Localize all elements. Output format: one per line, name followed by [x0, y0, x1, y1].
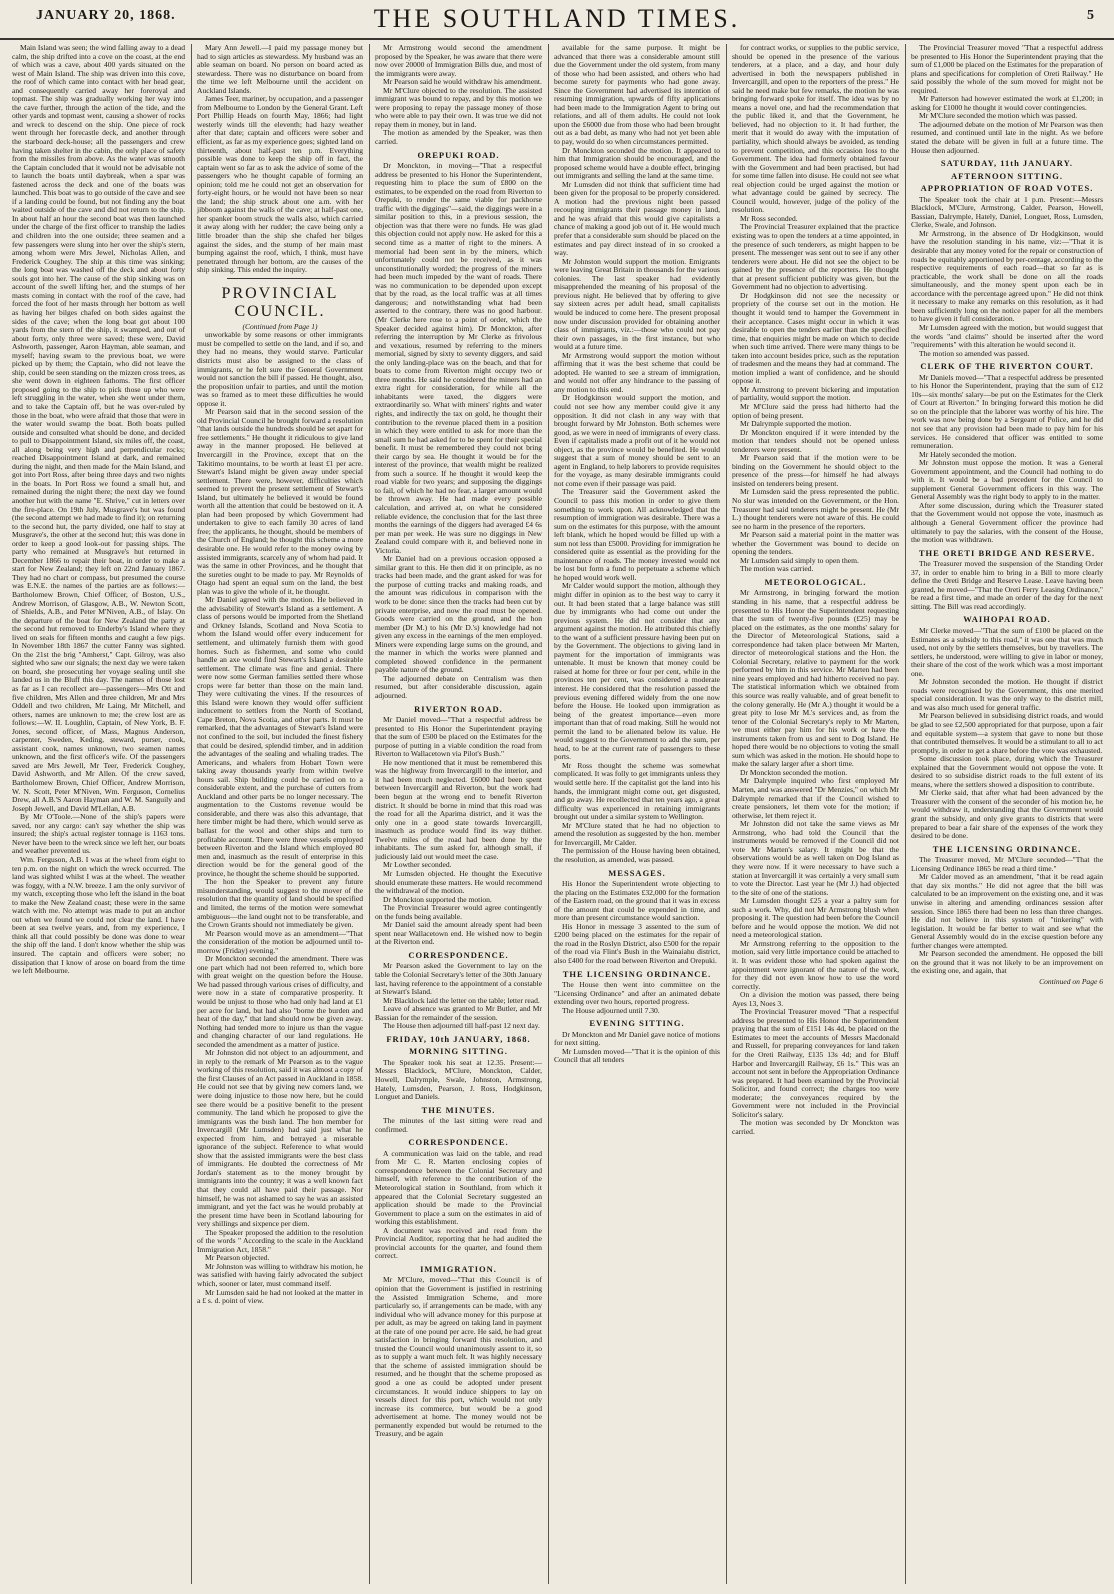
article-paragraph: The motion so amended was passed.: [919, 348, 1030, 358]
article-paragraph: Mr M'Clure, moved—"That this Council is of opinion that the Government is justified in restrining the Assisted Immigration Scheme, and more particularly so, if arrangements can be made, with any individual who will advance money for this purpose at per adult, as may be agreed on taking land in payment at the rate of one pound per acre. He said, he had great satisfaction in bringing forward this resolution, and trusted the Council would unanimously assent to it, so as to supply a want much felt. It was highly necessary that the scheme of assisted immigration should be resumed, and he thought that the scheme proposed as good a one as could be adopted under present circumstances. It would induce shippers to lay on vessels direct for this port, which would not only increase its commerce, but would be a good advertisement at home. The money would not be permanently expended but would be returned to the Treasury, and be again: [375, 1275, 542, 1439]
article-paragraph: The House adjourned until 7.30.: [562, 1005, 660, 1015]
column-rule: [905, 44, 906, 1584]
subsection-heading: RIVERTON ROAD.: [414, 703, 503, 714]
article-paragraph: Mr Johnston was willing to withdraw his motion, he was satisfied with having fairly advocated the subject which, sooner or later, must command itself.: [197, 1261, 363, 1289]
article-paragraph: available for the same purpose. It might be advanced that there was a considerable amount still due the Government under the old system, from many of those who had been assisted, and others who had become surety for payments who had gone away. Since the Government had advertised its intention of resuming immigration, upwards of fifty applications had been made to the Immigration Agent to bring out relations, and all of them adults. He could not look upon the £6000 due from those who had been brought out as a bad debt, as many who had not yet been able to pay, would do so when circumstances permitted.: [554, 44, 720, 147]
section-subheading: (Continued from Page 1): [242, 321, 318, 331]
article-paragraph: Mr Pearson said that in the second session of the old Provincial Council he brought forward a resolution "that lands outside the hundreds should be set apart for free settlements." He thought it ridiculous to give land away in the manner proposed. He believed at Invercargill in the Province, except that on the Takitimo mountains, to be worth at least £1 per acre. Stewart's Island might be given away under special settlement. There were, however, difficulties which seemed to prevent the present settlement of Stewart's Island, but ultimately he believed it would be found worth all the attention that could be bestowed on it. A plan had been proposed by which Government had undertaken to give to each family 30 acres of land free; the applicants, he thought, should be members of the Church of England; he thought this scheme a more desirable one. He would refer to the money owing by assisted immigrants, scarcely any of whom had paid. It was the same in other Provinces, and he thought that the sureties ought to be made to pay. Mr Reynolds of Otago had spent an equal sum on the land, the best plan was to give the whole of it, he thought.: [197, 407, 363, 596]
article-paragraph: His Honor in message 3 assented to the sum of £200 being placed on the estimates for the repair of the road in the Roslyn District, also £500 for the repair of the road via Flint's Bush in the Wainaiahu district, also £400 for the road between Riverton and Orepuki.: [554, 921, 720, 965]
article-paragraph: Mr Daniel had on a previous occasion opposed a similar grant to this. He then did it on principle, as no tracks had been made, and the grant asked for was for the purpose of cutting tracks and making roads, and the amount was ridiculous in comparison with the work to be done: since then the tracks had been cut by private enterprise, and now the road must be opened. Goods were carried on the ground, and the hon member (Dr M.) to his (Mr D.'s) knowledge had not given any excess in the earnings of the men employed. Miners were expending large sums on the ground, and the manner in which the works were planned and completed showed confidence in the permanent payable nature of the ground.: [375, 554, 542, 675]
section-divider: [227, 278, 333, 279]
subsection-heading: SATURDAY, 11th JANUARY.: [940, 158, 1074, 169]
newspaper-title: THE SOUTHLAND TIMES.: [373, 4, 741, 33]
article-paragraph: Mr Armstrong, in the absence of Dr Hodgkinson, would have the resolution standing in his name, viz:—"That it is desirable that any money voted for the repair or construction of roads be equitably apportioned by per-centage, according to the respective requirements of each road—that so far as is practicable, the work shall be done on all the roads simultaneously, and the money spent upon each be in accordance with the percentage agreed upon." He did not think it necessary to make any remarks on this resolution, as it had been sufficiently long on the notice paper for all the members to have given it full consideration.: [911, 228, 1103, 324]
article-paragraph: Mr Blacklock laid the letter on the table; letter read.: [383, 995, 540, 1005]
article-paragraph: Mr Ross thought the scheme was somewhat complicated. It was folly to get immigrants unless they would settle here. If the capitalist got the land into his hands, the immigrant might come out, get disgusted, and go away. He recollected that ten years ago, a great difficulty was experienced in retaining immigrants brought out under a similar system to Wellington.: [554, 760, 720, 822]
section-heading: PROVINCIAL COUNCIL.: [221, 284, 339, 320]
masthead: [0, 0, 1114, 40]
article-paragraph: His Honor the Superintendent wrote objecting to the placing on the Estimates £32,000 for the formation of the Eastern road, on the ground that it was in excess of the amount that could be expended in time, and more than present circumstance would sanction.: [554, 879, 720, 923]
subsection-heading: THE LICENSING ORDINANCE.: [932, 843, 1082, 854]
column-rule: [369, 44, 370, 1584]
column-2: [197, 44, 363, 1584]
article-paragraph: Dr Monckton enquired if it were intended by the motion that tenders should not be opened unless tenderers were present.: [732, 427, 899, 454]
article-paragraph: Mr Pearson objected.: [205, 1253, 270, 1263]
article-paragraph: Dr Hodgkinson did not see the necessity or propriety of the course set out in the motion. He thought it would tend to hamper the Government in their acceptance. Cases might occur in which it was desirable to open the tenders earlier than the specified time, that enquiries might be made on which to decide when such time arrived. There were many things to be taken into account besides price, such as the reputation of tradesmen and the means they had at command. The motion implied a want of confidence, and he should oppose it.: [732, 290, 899, 386]
article-paragraph: Mr Lumsden agreed with the motion, but would suggest that the words "and claims" should be inserted after the word "requirements" with this alteration he would second it.: [911, 322, 1103, 350]
article-paragraph: Mr Pearson said a material point in the matter was whether the Government was bound to decide on opening the tenders.: [732, 530, 899, 557]
article-paragraph: Mr Pearson asked the Government to lay on the table the Colonial Secretary's letter of the 30th January last, having reference to the appointment of a constable at Stewart's Island.: [375, 961, 542, 997]
article-paragraph: Mr Lumsden thought £25 a year a paltry sum for such a work. Why, did not Mr Armstrong blush when proposing it. The question had been before the Council before and he would oppose the motion. We did not need a meteorological station.: [732, 896, 899, 940]
article-paragraph: Mr M'Clure objected to the resolution. The assisted immigrant was bound to repay, and by this motion we were proposing to repay the passage money of those who were able to pay their own. It was true we did not repay them in money, but in land.: [375, 85, 542, 129]
column-5: [732, 44, 899, 1584]
article-paragraph: Mr Lumsden objected. He thought the Executive should enumerate these matters. He would recommend the withdrawal of the motion.: [375, 868, 542, 896]
article-paragraph: Mr Lumsden said the press represented the public. No slur was intended on the Government, or the Hon. Treasurer had said tenderers might be present. He (Mr L.) thought tenderers were not aware of this. He could see no harm in the presence of the reporters.: [732, 487, 899, 531]
article-paragraph: Leave of absence was granted to Mr Butler, and Mr Bassian for the remainder of the session.: [375, 1004, 542, 1022]
subsection-heading: IMMIGRATION.: [420, 1263, 497, 1274]
subsection-heading: CORRESPONDENCE.: [408, 949, 509, 960]
article-paragraph: Dr Hodgkinson would support the motion, and could not see how any member could give it any opposition. It did not clash in any way with that brought forward by Mr Johnston. Both schemes were good, as we were in need of immigrants of every class. Even if capitalists made a profit out of it he would not object, as the province would be benefited. He would suggest that a sum of money should be sent to an agent in England, to help laborers to provide requisites for the voyage, as many desirable immigrants could not come even if their passage was paid.: [554, 393, 720, 488]
subsection-heading: OREPUKI ROAD.: [417, 149, 500, 160]
article-paragraph: Mr Armstrong to prevent bickering and imputation of partiality, would support the motion.: [732, 384, 899, 403]
article-paragraph: The Treasurer moved the suspension of the Standing Order 37, in order to enable him to bring in a Bill to more clearly define the Oreti Bridge and Reserve Lease. Leave having been granted, he moved—"That the Oreti Ferry Leasing Ordinance," be read a first time, and made an order of the day for the next sitting. The Bill was read accordingly.: [911, 559, 1103, 611]
article-paragraph: Mr Pearson believed in subsidising district roads, and would be glad to see £2,500 appropriated for that purpose, upon a fair and equitable system—a system that gave to none but those that contributed themselves. It would be a stimulant to all to act promptly, in order to get a share before the vote was exhausted.: [911, 711, 1103, 755]
article-paragraph: Mr M'Clure seconded the motion which was passed.: [919, 111, 1078, 121]
article-paragraph: Mr Johnston must oppose the motion. It was a General Government appointment, and the Council had nothing to do with it. It would be a bad precedent for the Council to supplement General Government officers in this way. The General Assembly was the right body to apply to in the matter.: [911, 458, 1103, 502]
article-paragraph: for contract works, or supplies to the public service, should be opened in the presence of the various tenderers, at a place, and a day, and hour duly advertised in both the newspapers published in Invercargill, and open to the reporters of the press." He said he need make but few remarks, the motion he was bringing forward spoke for itself. The idea was by no means a novel one, and had the recommendation that the public liked it, and that the Government, he believed, had no objection to it. It had further, the merit that it would do away with the imputation of partiality, which should always be avoided, as tending to prevent competition, and this occasion loss to the Government. The idea had formerly obtained favour with the Government and had been practised, but had for some time fallen into disuse. He could not see what real objection could be urged against the motion or what advantage could be gained by secrecy. The Council would, however, judge of the policy of the resolution.: [732, 44, 899, 215]
article-paragraph: The motion was carried.: [740, 564, 814, 574]
article-paragraph: Mr Calder would support the motion, although they might differ in opinion as to the best way to carry it out. It had been stated that a large balance was still due by immigrants who had come out under the previous system. He did not consider that any argument against the motion. He attributed this chiefly to the want of a sufficient pressure having been put on by the Government. The objections to giving land in payment for the importation of immigrants was untenable. It must be known that money could be raised at home for three or four per cent, while in the provinces ten per cent, was considered a moderate interest. He considered that the resolution passed the previous evening differed widely from the one now before the House. He looked upon immigration as being of the greatest importance—even more important than that of road making. Still he would not permit the land to be alienated below its value. He would suggest to the Government to add the sum, per head, to be at the current rate of passengers to these ports.: [554, 581, 720, 762]
subsection-heading: CLERK OF THE RIVERTON COURT.: [920, 361, 1094, 372]
page-number: 5: [1087, 8, 1094, 23]
subsection-heading: THE MINUTES.: [421, 1104, 496, 1115]
article-paragraph: Mr Johnston did not take the same views as Mr Armstrong, who had told the Council that the instruments would be removed if the Council did not vote Mr Marten's salary. It might be that the observations would be as well taken on Dog Island as they were now. If it were necessary to have such a station at Invercargill it was certainly a very small sum to vote the Director. Last year he (Mr J.) had objected to the site of one of the stations.: [732, 819, 899, 897]
article-paragraph: Mr Dalrymple inquired who first employed Mr Marten, and was answered "Dr Menzies," on which Mr Dalrymple remarked that if the Council wished to create pensioners, let them vote for the motion; if otherwise, let them reject it.: [732, 776, 899, 820]
article-paragraph: Wm. Ferguson, A.B. I was at the wheel from eight to ten p.m. on the night on which the wreck occurred. The land was sighted whilst I was at the wheel. The weather was foggy, with a N.W. breeze. I am the only survivor of my watch, excepting those who left the island in the boat to make the New Zealand coast; these were in the same watch with me. No attempt was made to put an anchor out when we found we could not clear the land. I have been at sea twelve years, and, from my experience, I think all that could possibly be done was done to wear the ship off the land. I don't know whether the ship was insured. The captain and officers were sober; no dissipation that I know of arose on board from the time we left Melbourne.: [12, 854, 185, 976]
article-paragraph: Mr Armstrong would second the amendment proposed by the Speaker, he was aware that there were now over 20000 of Immigration Bills due, and most of the immigrants were away.: [375, 44, 542, 78]
article-paragraph: Dr Monckton seconded the motion. It appeared to him that Immigration should be encouraged, and the proposed scheme would have a double effect, bringing out immigrants and selling the land at the same time.: [554, 145, 720, 181]
article-paragraph: The Provincial Treasurer would agree contingently on the funds being available.: [375, 903, 542, 921]
subsection-heading: MORNING SITTING.: [409, 1046, 508, 1057]
article-paragraph: By Mr O'Toole.—None of the ship's papers were saved, nor any cargo: can't say whether the ship was insured; the ship's actual register tonnage is 1163 tons. Never have been to the wreck since we left her, our boats and weather prevented us.: [12, 812, 185, 856]
subsection-heading: APPROPRIATION OF ROAD VOTES.: [920, 183, 1094, 194]
article-paragraph: unworkable by some reasons or other immigrants must be compelled to settle on the land, and if so, and they had no means, they would starve. Particular districts must also be assigned to the class of immigrants, or he felt sure the General Government would not sanction the bill if passed. He thought, also, the proposition unfair to parties, and until the motion was so framed as to meet these difficulties he would oppose it.: [197, 330, 363, 408]
article-paragraph: Mr Dalrymple supported the motion.: [740, 419, 852, 429]
column-3: [375, 44, 542, 1584]
article-paragraph: The House then went into committee on the "Licensing Ordinance" and after an animated debate extending over two hours, reported progress.: [554, 980, 720, 1007]
article-paragraph: Mr Hately seconded the motion.: [919, 449, 1017, 459]
article-paragraph: Some discussion took place, during which the Treasurer explained that the Government would not oppose the vote. It desired to so subsidise district roads to the full extent of its means, where the settlers showed a disposition to contribute.: [911, 754, 1103, 789]
article-paragraph: The hon the Speaker to prevent any future misunderstanding, would suggest to the mover of the resolution that the quantity of land should be specified and limited, the terms of the motion were somewhat ambiguous—the land ought not to be transferable, and the Crown Grants should not immediately be given.: [197, 877, 363, 930]
article-paragraph: The motion was seconded by Dr Monckton was carried.: [732, 1118, 899, 1136]
article-paragraph: Dr Monckton supported the motion.: [383, 894, 492, 904]
article-paragraph: Mr Daniel agreed with the motion. He believed in the advisability of Stewart's Island as a settlement. A class of persons would be imported from the Shetland and Orkney Islands, Scotland and Nova Scotia to whom the Island would offer every inducement for settlement, and ultimately furnish them with good homes. Such as fishermen, and some who could handle an axe would find Stewart's Island a desirable settlement. The climate was fine and genial. There were now some German families settled there whose crops were far better than those on the main land. They were cultivating the vines. If the resources of this Island were known they would offer sufficient inducement to settlers from the North of Scotland, Cape Breton, Nova Scotia, and other parts. It must be remarked, that the advantages of Stewart's Island were not confined to the soil, but included the finest fishery that could be desired, splendid timber, and in addition the advantages of the sealing and whaling trades. The Americans, and whalers from Hobart Town were taking away thousands yearly from within twelve hours sail. Ship building could be carried on to a considerable extent, and the purchase of cutters from Auckland and other parts be no longer necessary. The augmentation to the Customs revenue would be considerable, and there was also this advantage, that here timber might be had there, which would serve as ballast for the wool and other ships and turn to profitable account. There were three vessels employed between Riverton and the Island which employed 80 men and, inasmuch as the result of enterprise in this direction would be for the general good of the province, he thought the scheme should be supported.: [197, 595, 363, 878]
column-rule: [548, 44, 549, 1584]
subsection-heading: CORRESPONDENCE.: [408, 1137, 509, 1148]
article-paragraph: Mr Daniels moved—"That a respectful address be presented to his Honor the Superintendent, praying that the sum of £12 10s—six months' salary—be put on the Estimates for the Clerk of Court at Riverton." In bringing forward this motion he did so on the principle that the laborer was worthy of his hire. The work was now being done by a Sergeant of Police, and he did not see that any provision had been made to pay him for his services. He considered that officer was entitled to some remuneration.: [911, 372, 1103, 451]
article-paragraph: Mr Daniel said the amount already spent had been spent near Wallacetown end. He wished now to begin at the Riverton end.: [375, 920, 542, 947]
continued-notice: Continued on Page 6: [1039, 976, 1103, 986]
column-6: [911, 44, 1103, 1584]
article-paragraph: Mr Calder moved as an amendment, "that it be read again that day six months." He did not agree that the bill was calculated to be an improvement on the existing one, and it was unwise in altering and amending ordinances session after session. Since 1865 there had been no less than three changes. He did not believe in this system of "tinkering" with legislation. It would be far better to wait and see what the General Assembly would do in the excise question before any further changes were attempted.: [911, 872, 1103, 950]
article-paragraph: Mary Ann Jewell.—I paid my passage money but had to sign articles as stewardess. My husband was an able seaman on board. No person on board acted as stewardess. There was no disturbance on board from the time we left Melbourne until the accident on Auckland Islands.: [197, 44, 363, 95]
article-paragraph: After some discussion, during which the Treasurer stated that the Government would not oppose the vote, inasmuch as although a General Government officer the province had ultimately to pay the salaries, with the consent of the House, the motion was withdrawn.: [911, 500, 1103, 545]
article-paragraph: The Treasurer said the Government asked the Council to pass this motion in order to give them something to work upon. All acknowledged that the resumption of immigration was desirable. There was a sum on the estimates for this purpose, with the amount left blank, which he hoped would be filled up with a sum not less than £5000. Providing for immigration he considered quite as essential as the providing for the maintenance of roads. The money invested would not be lost but form a fund to perpetuate a scheme which he hoped would work well.: [554, 487, 720, 582]
subsection-heading: WAIHOPAI ROAD.: [963, 614, 1051, 625]
article-paragraph: A document was received and read from the Provincial Auditor, reporting that he had audited the provincial accounts for the quarter, and found them correct.: [375, 1225, 542, 1261]
article-paragraph: James Teer, mariner, by occupation, and a passenger from Melbourne to London by the General Grant. Left Port Phillip Heads on fourth May, 1866; had light westerly winds till the eleventh; had hazy weather after that date; captain and officers were sober and efficient, as far as my experience goes; sighted land on thirteenth, about half-past ten p.m. Everything possible was done to keep the ship off in fact, the captain went so far as to ask the advice of some of the passengers who he thought capable of forming an opinion; told me he could not get an observation for forty-eight hours, or he would not have been so near the land; the ship struck about one a.m. with her jibboom against the walls of the cave; at half-past one, her spanker boom struck the walls also, which carried it away along with her rudder; the cave being only a little broader than the ship she chafed her bilges against the sides, and the stump of her main mast bumping against the roof, which, I think, must have penetrated through her bottom, are the causes of the ship sinking. This ended the inquiry.: [197, 94, 363, 275]
column-rule: [191, 44, 192, 1584]
article-paragraph: The adjourned debate on Centralism was then resumed, but after considerable discussion, again adjourned.: [375, 673, 542, 701]
article-paragraph: Mr Patterson had however estimated the work at £1,200; in asking for £1000 he thought it would cover contingencies.: [911, 94, 1103, 112]
article-paragraph: Mr Lowther seconded.: [383, 860, 452, 870]
article-paragraph: The Speaker took his seat at 12.35. Present:—Messrs Blacklock, M'Clure, Monckton, Calder, Howell, Dalrymple, Swale, Johnston, Armstrong, Hately, Lumsden, Pearson, J. Ross, Hodgkinson, Longuet and Daniels.: [375, 1057, 542, 1102]
article-paragraph: Main Island was seen; the wind falling away to a dead calm, the ship drifted into a cove on the coast, at the end of which was a cave, about 400 yards situated on the west of Main Island. The ship was driven into this cove, the roof of which came into contact with her head gear, and consequently carried away her foreroyal and topmast. The ship was gradually working her way into the cave further, through the action of the tide, and the other yards and topmast went, causing a shower of rocks and wreck to descend on the ship. One piece of rock went through her forecastle deck, and another through the starboard deck-house; all the passengers and crew having taken shelter in the cabin, the only place of safety from the missiles from above. As the water was smooth the Captain concluded that it would not be advisable not to launch the boats until daybreak, when a spar was fastened across the deck and one of the boats was launched. This boat was to go outside of the cave and see if a landing could be found, but not finding any the boat waited outside of the cave and did not return to the ship. In about half an hour the second boat was then launched under the charge of the first officer to tranship the ladies and children into the one outside; three seamen and a few passengers were slung into her over the ship's stern, among whom were Mrs Jewel, Nicholas Allen, and Frederick Coughey. The ship at this time was sinking; the long boat was washed off the deck and about forty souls got into her. The cause of the ship sinking was on account of the swell lifting her, and the stumps of her masts coming in contact with the roof of the cave, had forced the foot of her masts through her bottom as well as having her bilges chafed on both sides against the sides of the cave; when the long boat got about 100 yards from the stern of the ship, it swamped, and out of about forty, only three were saved; these were, David Ashworth, passenger, Aaron Hayman, able seaman, and myself; having swam to the previous boat, we were picked up by them; the Captain, who did not leave the ship, could be seen standing on the mizzen cross trees, as she went down in eighteen fathoms. The first officer proposed going to the ship to pick those up who were left struggling in the water, when she went under them, and to take the Captain off, but he was over-ruled by those in the boat, who were afraid that those that were in the water would swamp the boat. Both boats pulled outside and consulted what should be done, and decided to pull to Disappointment Island, six miles off, the coast, all along being very high and perpendicular rocks; reached Disappointment Island at dark, and remained during the night, and then made for the Main Island, and got into Port Ross, after being three days and two nights in the boats. In Port Ross we found a small hut, and remained during the night there; the next day we found another hut with the name "E. Shrive," cut in letters over the fire-place. On 19th July, Musgrave's hut was found (the second attempt we had made to find it); on returning to the second hut, the party divided, one half to stay at Musgrave's, the other at the second hut; this was done in order to keep a good look-out for passing ships. The party who remained at Musgrave's hut returned in December 1866 to repair their boat, in order to make a start for New Zealand; they left on 22nd January 1867. They had no chart or compass, but presumed the course was E.N.E. the names of the parties are as follows:—Bartholomew Brown, Chief Officer, of Boston, U.S., Andrew Morrison, of Glasgow, A.B., W. Newton Scott, of Shields, A.B., and Peter M'Niven, A.B., of Islay. On the departure of the boat for New Zealand the party at the second hut removed to Enderby's Island where they lived on seals for fifteen months and caught a few pigs. In November 18th 1867 the cutter Fanny was sighted. On the 21st the brig "Amherst," Capt. Gilroy, was also sighted who saw our signals; the next day we were taken on board, she prosecuting her voyage sealing until she landed us in the Bluff this day. The names of those lost as far as I can recollect are—passengers—Mrs Ott and five children, Mrs Allen and three children, Mr and Mrs Oddell and two children, Mr Laing, Mr Mitchell, and others, names are unknown to me; the crew lost are as follows:—W. II. Loughlin, Captain, of New York, B. F. Jones, second officer, of Mass, Magnus Anderson, carpenter, Sweden, Keding, steward, purser, cook, assistant cook, names unknown, two seamen names unknown, and the first officer's wife. Of the passengers saved are Mrs Jewell, Mr Teer, Frederick Coughey, David Ashworth, and Mr Allen. Of the crew saved, Bartholomew Brown, Chief Officer, Andrew Morrison, W. N. Scott, Peter M'Niven, Wm. Ferguson, Cornelius Drew, all A.B.'S Aaron Hayman and W. M. Sanguily and Joseph Jewell, and David M'Lellan, A.B.: [12, 44, 185, 813]
article-paragraph: Mr Lumsden moved—"That it is the opinion of this Council that all tenders: [554, 1046, 720, 1065]
article-paragraph: A communication was laid on the table, and read from Mr C. R. Marten enclosing copies of correspondence between the Colonial Secretary and himself, with reference to the contribution of the Meteorological station in Southland, from which it appeared that the Colonial Secretary suggested an application should be made to the Provincial Government to place a sum on the estimates in aid of working this establishment.: [375, 1148, 542, 1227]
column-1: [12, 44, 185, 1584]
subsection-heading: FRIDAY, 10th JANUARY, 1868.: [386, 1033, 531, 1044]
article-paragraph: The motion as amended by the Speaker, was then carried.: [375, 128, 542, 147]
subsection-heading: MESSAGES.: [608, 867, 666, 878]
column-rule: [726, 44, 727, 1584]
article-paragraph: Dr Monckton seconded the motion.: [740, 767, 848, 777]
article-paragraph: Mr Johnston seconded the motion. He thought if district roads were recognised by the Government, this one merited special consideration. It was the only way to the district mill, and was also much used for general traffic.: [911, 677, 1103, 712]
article-paragraph: The House then adjourned till half-past 12 next day.: [383, 1021, 540, 1031]
article-paragraph: The minutes of the last sitting were read and confirmed.: [375, 1116, 542, 1134]
article-paragraph: The Speaker took the chair at 1 p.m. Present:—Messrs Blacklock, M'Clure, Armstrong, Calder, Pearson, Howell, Bassian, Dalrymple, Hately, Daniel, Longuet, Ross, Lumsden, Clerke, Swale, and Johnson.: [911, 194, 1103, 230]
article-paragraph: Mr Pearson said that if the motion were to be binding on the Government he should object to the presence of the press—for himself he had always insisted on tenderers being present.: [732, 453, 899, 488]
article-paragraph: The Treasurer moved, Mr M'Clure seconded—"That the Licensing Ordinance 1865 be read a third time.": [911, 855, 1103, 873]
article-paragraph: Mr Johnston did not object to an adjournment, and in reply to the remark of Mr Pearson as to the vague working of this resolution, said it was almost a copy of the first Clauses of an Act passed in Auckland in 1858. He could not see that by giving new comers land, we were doing injustice to those now here, but he could see there would be a positive benefit to the present community. The land which he proposed to give the immigrants was the bush land. The hon member for Invercargill (Mr Lumsden) had said just what he expected from him, and betrayed a miserable ignorance of the subject. Reference to what would show that the assisted immigrants were the best class of immigrants. He doubted the correctness of Mr Jordan's statement as to the money brought by immigrants into the country; it was a well known fact that they could all have paid their passage. Nor himself, he was not ashamed to say he was an assisted immigrant, and yet the fact was he would probably at the present time have been in Scotland labouring for very shillings and sixpence per diem.: [197, 1048, 363, 1229]
article-paragraph: The Provincial Treasurer explained that the practice existing was to open the tenders at a time appointed, in the presence of such tenderers, as might happen to be present. The messenger was sent out to see if any other tenderers were about. He did not see the object to be gained by the presence of the reporters. He thought that at present sufficient publicity was given, but the Government had no objection to advertising.: [732, 222, 899, 292]
article-paragraph: Mr Lumsden said simply to open them.: [740, 555, 859, 565]
article-paragraph: Mr Clerke said, that after what had been advanced by the Treasurer with the consent of the seconder of his motion he, he would withdraw it, understanding that the Government would grant the subsidy, and only give grants to districts that were prepared to bear a fair share of the expenses of the work they desired to be done.: [911, 788, 1103, 841]
article-paragraph: Dr Monckton, in moving—"That a respectful address be presented to his Honor the Superintendent, requesting him to place the sum of £800 on the estimates, to be expended on the road from Riverton to Orepuki, to render the same viable for packhorse traffic with the diggings"—said, the diggings were in a similar position to this, in a previous session, the objection was that there were no funds. He was glad this objection could not apply now. He asked for this a second time as a matter of right to the miners. A memorial had been sent in by the miners, which unfortunately could not be received, as it was unconstitutionally worded; the progress of the miners had been much impeded by the want of roads. There was no communication to be depended upon except that by the road, as the local traffic was at all times dangerous; and notwithstanding what had been asserted to the contrary, there was no good harbour. (Mr Clerke here rose to a point of order, which the Speaker decided against him). Dr Monckton, after referring the interruption by Mr Clerke as frivolous and vexatious, resumed by referring to the miners memorial, signed by sixty to seventy diggers, and said the only landing-place was on the beach, and that for boats to come from Riverton might occupy two or three months. He said he considered the miners had an extra right for consideration, for while all the inhabitants were taxed, the diggers were extraordinarily so. What with miners' rights and water rights, and indirectly the tax on gold, he thought their contribution to the revenue placed them in a position in which they were entitled to ask for more than the small sum he had asked for to be spent for their special benefit. It must be remembered they could not bring their cargo by sea. He thought it would be for the interest of the province, that wealth might be realized from such a source. If he thought it would keep the road viable for two years; and supposing the diggings to fail, of which he had no fear, a larger amount would be thrown away. He had made every possible calculation, and arrived at, on what he considered reliable evidence, the conclusion that for the last three months the earnings of the diggers had averaged £4 6s per man per week. He was sure no diggings in New Zealand could compare with it, and believed none in Victoria.: [375, 161, 542, 555]
article-paragraph: The adjourned debate on the motion of Mr Pearson was then resumed, and continued until late in the night. As we before stated the debate will be given in full at a future time. The House then adjourned.: [911, 119, 1103, 155]
subsection-heading: EVENING SITTING.: [589, 1018, 685, 1029]
subsection-heading: THE ORETI BRIDGE AND RESERVE.: [918, 547, 1096, 558]
article-paragraph: Mr M'Clure stated that he had no objection to amend the resolution as suggested by the hon. member for Invercargill, Mr Calder.: [554, 820, 720, 847]
subsection-heading: THE LICENSING ORDINANCE.: [562, 968, 712, 979]
article-paragraph: Dr Monckton seconded the amendment. There was one part which had not been referred to, which bore with great weight on the question before the House. We had passed through various crises of difficulty, and were now in a state of comparative prosperity. It would be unjust to those who had only had land at £1 per acre for land, but had also "borne the burden and heat of the day," that land should now be given away. Nothing had tended more to injure us than the vague and changing character of our land regulations. He seconded the amendment as a matter of justice.: [197, 954, 363, 1049]
article-paragraph: Mr Pearson seconded the amendment. He opposed the bill on the ground that it was not likely to be an improvement on the existing one, and again, that: [911, 949, 1103, 976]
article-paragraph: Mr Daniel moved—"That a respectful address be presented to His Honor the Superintendent praying that the sum of £500 be placed on the Estimates for the purpose of putting in a viable condition the road from Riverton to Wallacetown via Pilot's Bush.": [375, 715, 542, 759]
subsection-heading: AFTERNOON SITTING.: [951, 170, 1063, 181]
article-paragraph: He now mentioned that it must be remembered this was the highway from Invercargill to the interior, and it had been much neglected. £6000 had been spent between Invercargill and Riverton, but the work had been begun at the wrong end to benefit Riverton district. It should be borne in mind that this road was the road for all the Aparima district, and it was the only one in a good state towards Invercargill, inasmuch as produce would find its way thither. Twelve miles of the road had been done by the inhabitants. The sum asked for, although small, if judiciously laid out would meet the case.: [375, 757, 542, 861]
subsection-heading: METEOROLOGICAL.: [764, 576, 867, 587]
article-paragraph: Mr Pearson said he would withdraw his amendment.: [383, 77, 542, 87]
article-paragraph: Mr Armstrong, in bringing forward the motion standing in his name, that a respectful address be presented to His Honor the Superintendent requesting that the sum of twenty-five pounds (£25) may be placed on the estimates, as the one months' salary for the Director of Meteorological Stations, said a correspondence had taken place between Mr Marten, director of meteorological stations and the Hon. the Colonial Secretary, relative to payment for the work performed by him in this service. Mr Marten had been nine years employed and had hitherto received no pay. The statistical information which we obtained from this source was really valuable, and of great benefit to the colony generally. He (Mr A.) thought it would be a great pity to lose Mr M.'s services and, as from the tenor of the Colonial Secretary's reply to Mr Marten, we must either pay him for his work or have the instruments taken from us and sent to Dog Island. He hoped there would be no objections to voting the small sum which was asked in the motion. He should hope to make the salary larger after a short time.: [732, 588, 899, 769]
article-paragraph: Mr Johnston would support the motion. Emigrants were leaving Great Britain in thousands for the various colonies. The last speaker had evidently misapprehended the meaning of his proposal of the previous night. He believed that by offering to give say sixteen acres per adult head, small capitalists would be induced to come here. The present proposal now under discussion provided for obtaining another class of immigrants, viz.:—those who could not pay their own passages, in the first instance, but who would at a future time.: [554, 256, 720, 352]
article-paragraph: The Provincial Treasurer moved "That a respectful address be presented to His Honor the Superintendent praying that the sum of £151 14s 4d, be placed on the Estimates to meet the accounts of Messrs Macdonald and Russell, for preparing conveyances for land taken for the Oreti Railway, £135 13s 4d; and for Bluff Harbor and Invercargill Railway, £6 1s." This was an account not sent in before the Appropriation Ordinance was prepared. It had been examined by the Provincial Solicitor, and found correct; the charges too were moderate; the conveyances required by the Government were not included in the Provincial Solicitor's salary.: [732, 1007, 899, 1119]
article-paragraph: On a division the motion was passed, there being Ayes 13, Noes 3.: [732, 990, 899, 1008]
article-paragraph: Mr Armstrong would support the motion without affirming that it was the best scheme that could be adopted. He wanted to see a stream of immigration, and would not offer any hindrance to the passing of any motion to this end.: [554, 350, 720, 394]
article-paragraph: Mr Lumsden said he had not looked at the matter in a £ s. d. point of view.: [197, 1287, 363, 1306]
issue-date: JANUARY 20, 1868.: [36, 8, 176, 23]
article-paragraph: The Provincial Treasurer moved "That a respectful address be presented to His Honor the Superintendent praying that the sum of £1,000 be placed on the Estimates for the preparation of plans and specifications for completion of Oreti Railway." He said possibly the whole of the sum moved for might not be required.: [911, 44, 1103, 95]
article-paragraph: The Speaker proposed the addition to the resolution of the words " According to the scale in the Auckland Immigration Act, 1858.": [197, 1227, 363, 1254]
article-paragraph: The permission of the House having been obtained, the resolution, as amended, was passed.: [554, 846, 720, 864]
column-4: [554, 44, 720, 1584]
article-paragraph: Mr Ross seconded.: [740, 213, 798, 223]
article-paragraph: Dr Monckton and Mr Daniel gave notice of motions for next sitting.: [554, 1029, 720, 1048]
article-paragraph: Mr Armstrong referring to the opposition to the motion, said very little importance could be attached to it. It was evident those who had spoken against the appointment were ignorant of the nature of the work, for they did not even know how to use the word correctly.: [732, 938, 899, 991]
article-paragraph: Mr Lumsden did not think that sufficient time had been given for the proposal to be properly considered. A motion had the previous night been passed recouping immigrants their passage money in land, and he was afraid that this would give capitalists a chance of making a good job out of it. He would much prefer that a considerable sum should be placed on the estimates and pay direct instead of in so crooked a way.: [554, 179, 720, 258]
article-paragraph: Mr Pearson would move as an amendment—"That the consideration of the motion be adjourned until to-morrow (Friday) evening.": [197, 928, 363, 955]
article-paragraph: Mr M'Clure said the press had hitherto had the option of being present.: [732, 401, 899, 420]
article-paragraph: Mr Clerke moved—"That the sum of £100 be placed on the Estimates as a subsidy to this road," it was one that was much used, not only by the settlers themselves, but by travellers. The settlers, he understood, were willing to give in labor or money, their share of the cost of the work which was a most important one.: [911, 626, 1103, 678]
